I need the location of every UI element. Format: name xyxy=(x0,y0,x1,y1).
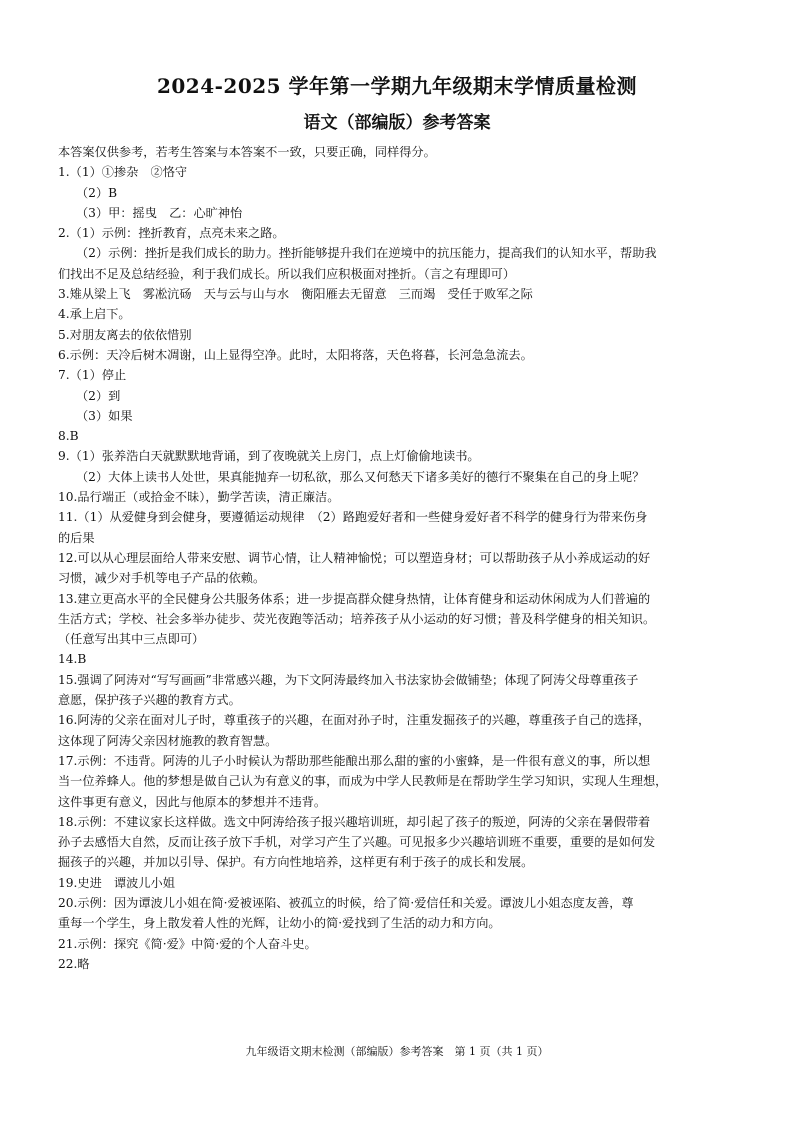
answer-line: 4.承上启下。 xyxy=(58,307,131,322)
answer-line: 意愿，保护孩子兴趣的教育方式。 xyxy=(58,693,241,708)
answer-line: 12.可以从心理层面给人带来安慰、调节心情，让人精神愉悦；可以塑造身材；可以帮助孩子从小养成运动的好 xyxy=(58,550,651,565)
answer-line: 习惯，减少对手机等电子产品的依赖。 xyxy=(58,571,266,586)
answer-line: 14.B xyxy=(58,652,87,667)
answer-line: 15.强调了阿涛对“写写画画”非常感兴趣，为下文阿涛最终加入书法家协会做铺垫；体现了阿涛父母尊重孩子 xyxy=(58,672,639,687)
answer-line: 当一位养蜂人。他的梦想是做自己认为有意义的事，而成为中学人民教师是在帮助学生学习知识，实现人生理想， xyxy=(58,774,668,789)
answer-line: （2）B xyxy=(76,185,118,200)
answer-line: 5.对朋友离去的依依惜别 xyxy=(58,327,192,342)
answer-line: （2）大体上读书人处世，果真能抛弃一切私欲，那么又何愁天下诸多美好的德行不聚集在自己的身上呢？ xyxy=(76,469,645,484)
answer-line: 7.（1）停止 xyxy=(58,368,127,383)
answer-line: 这体现了阿涛父亲因材施教的教育智慧。 xyxy=(58,733,278,748)
answer-line: 9.（1）张养浩白天就默默地背诵，到了夜晚就关上房门，点上灯偷偷地读书。 xyxy=(58,449,480,464)
answer-body xyxy=(58,142,740,974)
answer-line: 们找出不足及总结经验，利于我们成长。所以我们应积极面对挫折。（言之有理即可） xyxy=(58,266,516,281)
answer-line: 生活方式；学校、社会多举办徒步、荧光夜跑等活动；培养孩子从小运动的好习惯；普及科学健身的相关知识。 xyxy=(58,611,656,626)
document-subtitle: 语文（部编版）参考答案 xyxy=(303,113,491,133)
answer-line: 16.阿涛的父亲在面对儿子时，尊重孩子的兴趣，在面对孙子时，注重发掘孩子的兴趣，尊重孩子自己的选择， xyxy=(58,713,651,728)
page-footer: 九年级语文期末检测（部编版）参考答案 第 1 页（共 1 页） xyxy=(245,1045,549,1058)
answer-line: 18.示例：不建议家长这样做。选文中阿涛给孩子报兴趣培训班，却引起了孩子的叛逆，阿涛的父亲在暑假带着 xyxy=(58,814,651,829)
answer-line: 本答案仅供参考，若考生答案与本答案不一致，只要正确，同样得分。 xyxy=(58,145,436,159)
answer-line: 1.（1）①掺杂 ②恪守 xyxy=(58,165,188,180)
answer-line: 22.略 xyxy=(58,956,90,971)
answer-line: 重每一个学生，身上散发着人性的光辉，让幼小的简·爱找到了生活的动力和方向。 xyxy=(58,916,501,931)
answer-line: 8.B xyxy=(58,429,79,444)
answer-line: （3）如果 xyxy=(76,408,133,423)
answer-line: 20.示例：因为谭波儿小姐在简·爱被诬陷、被孤立的时候，给了简·爱信任和关爱。谭波儿小姐态度友善，尊 xyxy=(58,895,634,910)
answer-line: 11.（1）从爱健身到会健身，要遵循运动规律 （2）路跑爱好者和一些健身爱好者不科学的健身行为带来伤身 xyxy=(58,510,648,525)
answer-line: 21.示例：探究《简·爱》中简·爱的个人奋斗史。 xyxy=(58,936,317,951)
answer-line: 17.示例：不违背。阿涛的儿子小时候认为帮助那些能酿出那么甜的蜜的小蜜蜂，是一件很有意义的事，所以想 xyxy=(58,753,651,768)
answer-line: （任意写出其中三点即可） xyxy=(58,632,205,647)
answer-line: （2）示例：挫折是我们成长的助力。挫折能够提升我们在逆境中的抗压能力，提高我们的认知水平，帮助我 xyxy=(76,246,657,261)
answer-line: 13.建立更高水平的全民健身公共服务体系；进一步提高群众健身热情，让体育健身和运动休闲成为人们普遍的 xyxy=(58,591,651,606)
answer-line: 的后果 xyxy=(58,530,95,545)
answer-line: 孙子去感悟大自然，反而让孩子放下手机，对学习产生了兴趣。可见报多少兴趣培训班不重要，重要的是如何发 xyxy=(58,835,656,850)
answer-line: 掘孩子的兴趣，并加以引导、保护。有方向性地培养，这样更有利于孩子的成长和发展。 xyxy=(58,855,534,870)
answer-line: 3.雉从梁上飞 雾凇沆砀 天与云与山与水 衡阳雁去无留意 三而竭 受任于败军之际 xyxy=(58,287,533,302)
answer-line: 10.品行端正（或拾金不昧），勤学苦读，清正廉洁。 xyxy=(58,490,340,505)
document-title: 2024-2025 学年第一学期九年级期末学情质量检测 xyxy=(156,74,638,98)
answer-line: 6.示例：天冷后树木凋谢，山上显得空净。此时，太阳将落，天色将暮，长河急急流去。 xyxy=(58,347,533,362)
answer-line: （2）到 xyxy=(76,388,121,403)
answer-line: 19.史进 谭波儿小姐 xyxy=(58,875,175,890)
answer-line: （3）甲：摇曳 乙：心旷神怡 xyxy=(76,205,243,220)
answer-line: 这件事更有意义，因此与他原本的梦想并不违背。 xyxy=(58,794,327,809)
answer-line: 2.（1）示例：挫折教育，点亮未来之路。 xyxy=(58,226,285,241)
